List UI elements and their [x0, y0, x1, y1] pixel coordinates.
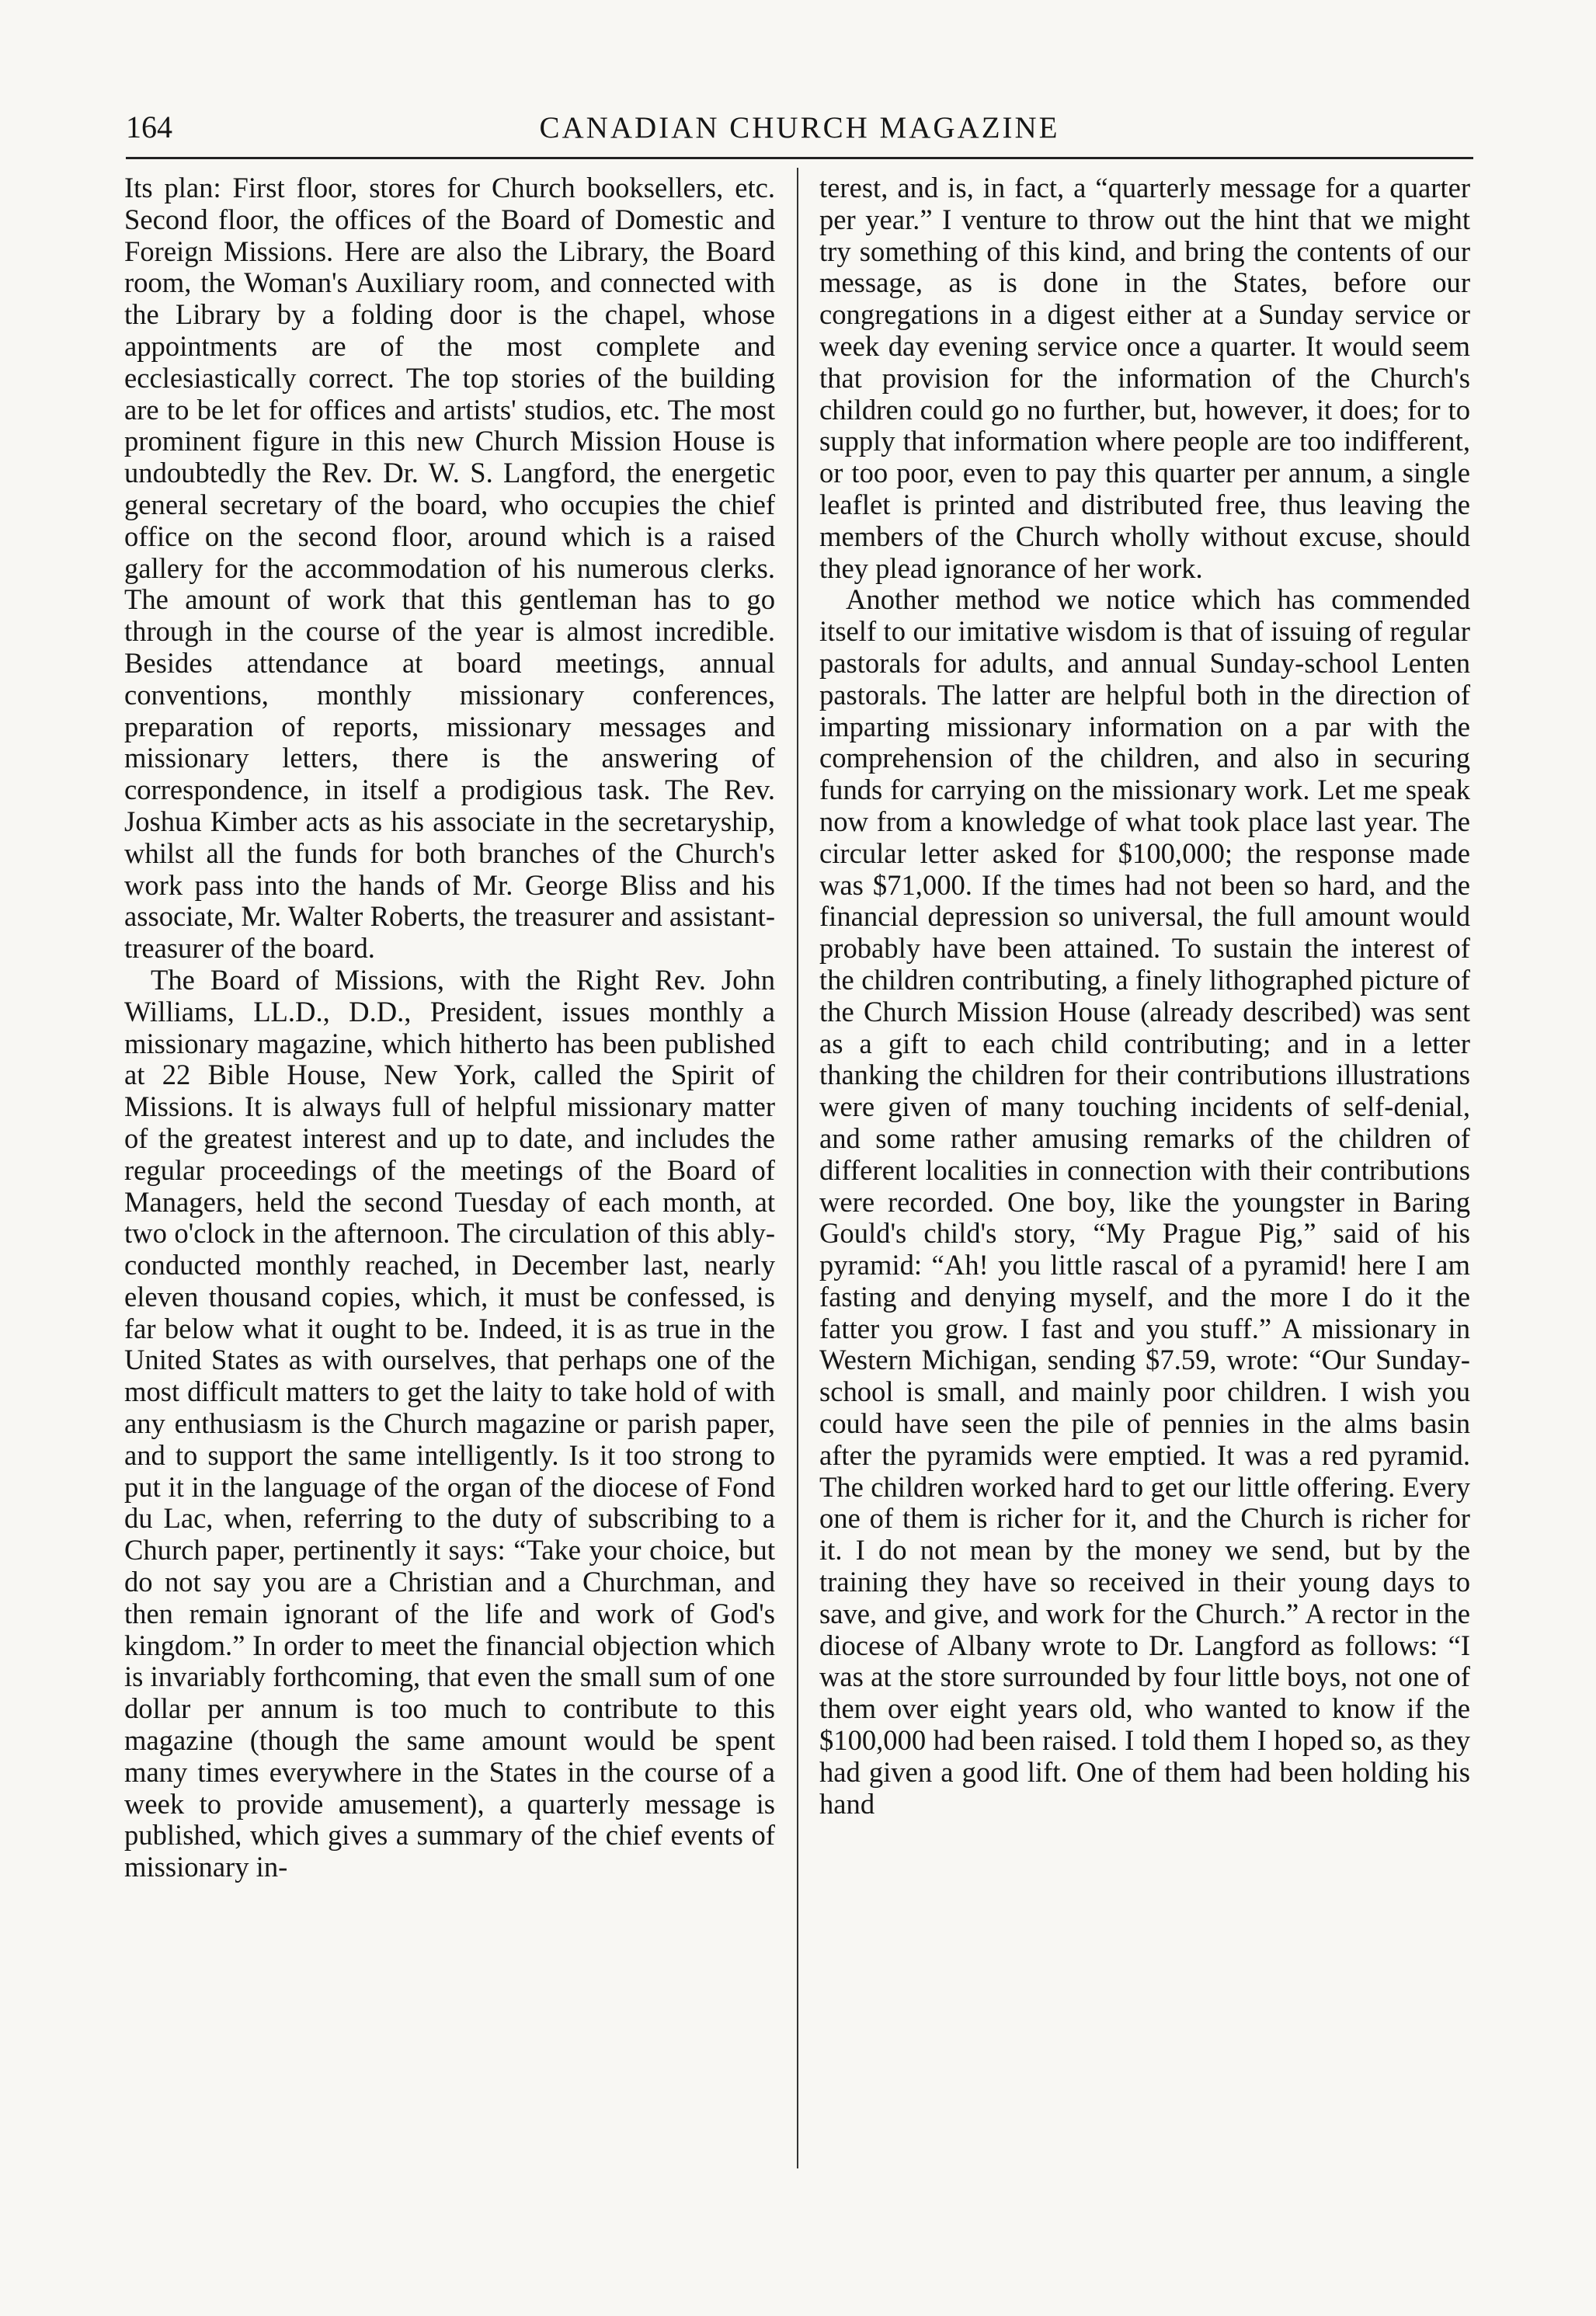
right-paragraph-1: terest, and is, in fact, a “quarterly message for a quarter per year.” I venture to throw out the hint that we might try something of this kind, and bring the contents of our message, as is done in the States, before our congregations in a digest either at a Sunday service or week day evening service once a quarter. It would seem that provision for the information of the Church's children could go no further, but, however, it does; for to supply that information where people are too indifferent, or too poor, even to pay this quarter per annum, a single leaflet is printed and distributed free, thus leaving the members of the Church wholly without excuse, should they plead ignorance of her work.: [819, 172, 1470, 584]
right-column: [819, 172, 1470, 1820]
running-header: [126, 109, 1473, 155]
header-rule: [126, 157, 1473, 159]
column-divider: [797, 168, 798, 2168]
left-column: [124, 172, 775, 1883]
left-paragraph-1: Its plan: First floor, stores for Church booksellers, etc. Second floor, the offices of the Board of Domestic and Foreign Missions. Here are also the Library, the Board room, the Woman's Auxiliary room, and connected with the Library by a folding door is the chapel, whose appointments are of the most complete and ecclesiastically correct. The top stories of the building are to be let for offices and artists' studios, etc. The most prominent figure in this new Church Mission House is undoubtedly the Rev. Dr. W. S. Langford, the energetic general secretary of the board, who occupies the chief office on the second floor, around which is a raised gallery for the accommodation of his numerous clerks. The amount of work that this gentleman has to go through in the course of the year is almost incredible. Besides attendance at board meetings, annual conventions, monthly missionary conferences, preparation of reports, missionary messages and missionary letters, there is the answering of correspondence, in itself a prodigious task. The Rev. Joshua Kimber acts as his associate in the secretaryship, whilst all the funds for both branches of the Church's work pass into the hands of Mr. George Bliss and his associate, Mr. Walter Roberts, the treasurer and assistant-treasurer of the board.: [124, 172, 775, 965]
right-paragraph-2: Another method we notice which has commended itself to our imitative wisdom is that of issuing of regular pastorals for adults, and annual Sunday-school Lenten pastorals. The latter are helpful both in the direction of imparting missionary information on a par with the comprehension of the children, and also in securing funds for carrying on the missionary work. Let me speak now from a knowledge of what took place last year. The circular letter asked for $100,000; the response made was $71,000. If the times had not been so hard, and the financial depression so universal, the full amount would probably have been attained. To sustain the interest of the children contributing, a finely lithographed picture of the Church Mission House (already described) was sent as a gift to each child contributing; and in a letter thanking the children for their contributions illustrations were given of many touching incidents of self-denial, and some rather amusing remarks of the children of different localities in connection with their contributions were recorded. One boy, like the youngster in Baring Gould's child's story, “My Prague Pig,” said of his pyramid: “Ah! you little rascal of a pyramid! here I am fasting and denying myself, and the more I do it the fatter you grow. I fast and you stuff.” A missionary in Western Michigan, sending $7.59, wrote: “Our Sunday-school is small, and mainly poor children. I wish you could have seen the pile of pennies in the alms basin after the pyramids were emptied. It was a red pyramid. The children worked hard to get our little offering. Every one of them is richer for it, and the Church is richer for it. I do not mean by the money we send, but by the training they have so received in their young days to save, and give, and work for the Church.” A rector in the diocese of Albany wrote to Dr. Langford as follows: “I was at the store surrounded by four little boys, not one of them over eight years old, who wanted to know if the $100,000 had been raised. I told them I hoped so, as they had given a good lift. One of them had been holding his hand: [819, 583, 1470, 1820]
magazine-title: CANADIAN CHURCH MAGAZINE: [539, 111, 1060, 144]
page-number: 164: [126, 110, 172, 144]
left-paragraph-2: The Board of Missions, with the Right Rev. John Williams, LL.D., D.D., President, issues monthly a missionary magazine, which hitherto has been published at 22 Bible House, New York, called the Spirit of Missions. It is always full of helpful missionary matter of the greatest interest and up to date, and includes the regular proceedings of the meetings of the Board of Managers, held the second Tuesday of each month, at two o'clock in the afternoon. The circulation of this ably-conducted monthly reached, in December last, nearly eleven thousand copies, which, it must be confessed, is far below what it ought to be. Indeed, it is as true in the United States as with ourselves, that perhaps one of the most difficult matters to get the laity to take hold of with any enthusiasm is the Church magazine or parish paper, and to support the same intelligently. Is it too strong to put it in the language of the organ of the diocese of Fond du Lac, when, referring to the duty of subscribing to a Church paper, pertinently it says: “Take your choice, but do not say you are a Christian and a Churchman, and then remain ignorant of the life and work of God's kingdom.” In order to meet the financial objection which is invariably forthcoming, that even the small sum of one dollar per annum is too much to contribute to this magazine (though the same amount would be spent many times everywhere in the States in the course of a week to provide amusement), a quarterly message is published, which gives a summary of the chief events of missionary in-: [124, 963, 775, 1883]
